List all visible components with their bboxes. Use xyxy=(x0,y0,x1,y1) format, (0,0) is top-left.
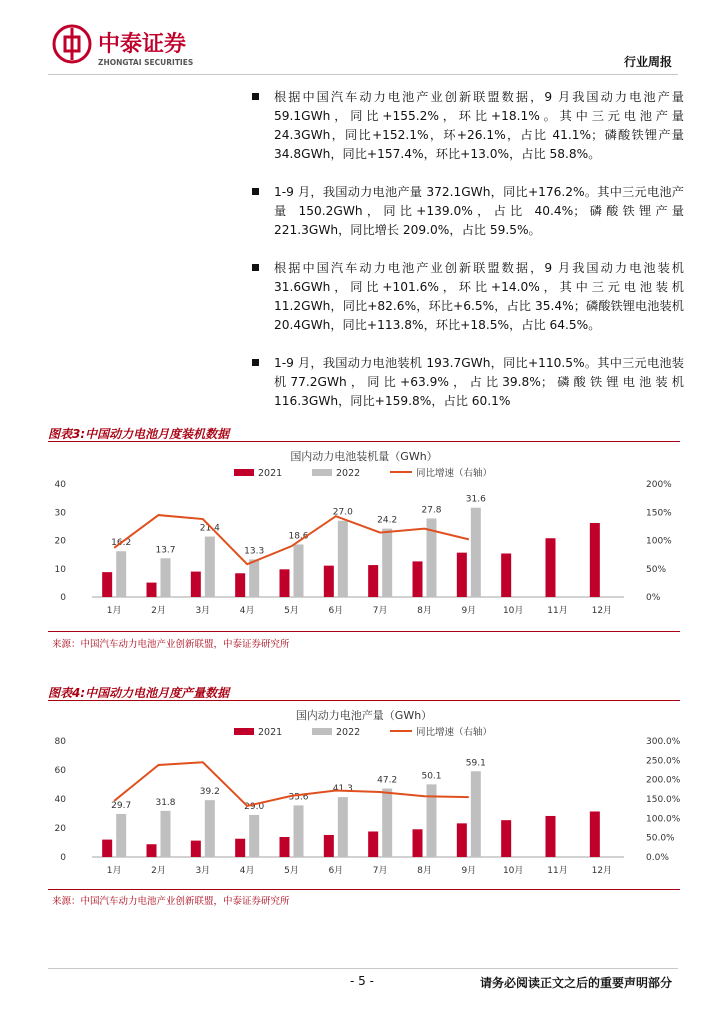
bar-2022 xyxy=(249,815,259,857)
bar-2021 xyxy=(413,829,423,857)
x-tick-label: 1月 xyxy=(106,606,122,616)
footer-divider xyxy=(48,968,678,969)
y-tick-right: 200.0% xyxy=(646,775,680,786)
bar-2021 xyxy=(191,572,201,597)
y-tick-right: 0% xyxy=(646,593,661,603)
x-tick-label: 6月 xyxy=(328,866,344,876)
bullet-item xyxy=(52,354,682,411)
legend-swatch-2021 xyxy=(234,469,254,476)
bullet-square-icon xyxy=(252,264,259,271)
figure-4-title xyxy=(48,682,680,701)
bar-2022 xyxy=(471,771,481,857)
bar-2021 xyxy=(457,823,467,857)
figure-3-bottom-rule xyxy=(48,631,680,632)
data-label: 18.6 xyxy=(288,531,309,542)
x-tick-label: 9月 xyxy=(461,606,477,616)
bar-2021 xyxy=(590,811,600,857)
figure-4-source: 来源：中国汽车动力电池产业创新联盟，中泰证券研究所 xyxy=(52,896,290,907)
bar-2021 xyxy=(546,816,556,857)
figure-3-source: 来源：中国汽车动力电池产业创新联盟，中泰证券研究所 xyxy=(52,639,290,650)
y-tick-right: 250.0% xyxy=(646,756,680,767)
bar-2022 xyxy=(116,814,126,857)
bar-2022 xyxy=(205,537,215,597)
page-header xyxy=(0,0,724,78)
legend-swatch-2022 xyxy=(312,728,332,735)
figure-4-label: 图表4:中国动力电池月度产量数据 xyxy=(48,686,230,700)
bar-2021 xyxy=(457,553,467,597)
data-label: 31.6 xyxy=(465,494,486,505)
chart-installations-svg xyxy=(48,444,680,630)
bar-2021 xyxy=(324,566,334,597)
data-label: 21.4 xyxy=(199,523,220,534)
legend-label-2022: 2022 xyxy=(336,468,361,479)
y-tick-right: 150.0% xyxy=(646,795,680,805)
bar-2021 xyxy=(590,523,600,597)
bar-2022 xyxy=(249,559,259,597)
figure-4-bottom-rule xyxy=(48,889,680,890)
x-tick-label: 2月 xyxy=(151,866,166,876)
x-tick-label: 4月 xyxy=(239,866,255,876)
x-tick-label: 9月 xyxy=(461,866,477,876)
chart-production xyxy=(48,703,680,887)
bar-2021 xyxy=(413,561,423,597)
y-tick-left: 0 xyxy=(60,593,66,603)
y-tick-left: 0 xyxy=(60,853,66,863)
chart-title: 国内动力电池产量（GWh） xyxy=(295,709,433,722)
x-tick-label: 8月 xyxy=(417,866,432,876)
bar-2022 xyxy=(294,805,304,857)
legend-label-yoy: 同比增速（右轴） xyxy=(416,727,493,738)
data-label: 50.1 xyxy=(421,771,442,782)
footer-disclaimer: 请务必阅读正文之后的重要声明部分 xyxy=(479,976,672,990)
data-label: 29.7 xyxy=(111,800,132,811)
data-label: 13.3 xyxy=(244,546,265,557)
x-tick-label: 11月 xyxy=(547,606,568,616)
y-tick-left: 60 xyxy=(54,766,66,776)
y-tick-right: 100.0% xyxy=(646,814,680,825)
bar-2021 xyxy=(147,583,157,597)
bullet-square-icon xyxy=(252,359,259,366)
bar-2021 xyxy=(102,840,112,857)
zhongtai-logo xyxy=(52,24,252,70)
data-label: 39.2 xyxy=(199,787,220,798)
data-label: 27.0 xyxy=(332,507,353,518)
brand-cn: 中泰证券 xyxy=(98,32,187,57)
bullet-square-icon xyxy=(252,188,259,195)
bar-2022 xyxy=(205,800,215,857)
data-label: 59.1 xyxy=(465,758,486,769)
y-tick-right: 50% xyxy=(646,564,667,575)
y-tick-right: 100% xyxy=(646,536,672,547)
y-tick-right: 0.0% xyxy=(646,853,669,863)
x-tick-label: 5月 xyxy=(284,866,299,876)
bullet-item xyxy=(52,183,682,240)
bar-2022 xyxy=(116,551,126,597)
bar-2021 xyxy=(235,573,245,597)
header-divider xyxy=(48,74,678,75)
bar-2022 xyxy=(427,784,437,857)
x-tick-label: 3月 xyxy=(195,606,211,616)
figure-3-label: 图表3:中国动力电池月度装机数据 xyxy=(48,427,230,441)
x-tick-label: 12月 xyxy=(591,866,613,876)
bar-2021 xyxy=(280,837,290,857)
y-tick-right: 300.0% xyxy=(646,737,680,747)
bar-2021 xyxy=(546,538,556,597)
x-tick-label: 2月 xyxy=(151,606,166,616)
y-tick-right: 150% xyxy=(646,508,672,519)
bar-2022 xyxy=(471,508,481,597)
x-tick-label: 5月 xyxy=(284,606,299,616)
y-tick-right: 50.0% xyxy=(646,833,675,844)
bar-2021 xyxy=(368,565,378,597)
data-label: 35.6 xyxy=(288,792,309,803)
legend-swatch-2021 xyxy=(234,728,254,735)
y-tick-left: 20 xyxy=(54,536,66,547)
brand-en: ZHONGTAI SECURITIES xyxy=(98,58,194,67)
bar-2021 xyxy=(324,835,334,857)
data-label: 31.8 xyxy=(155,797,176,808)
chart-installations xyxy=(48,444,680,630)
bar-2021 xyxy=(280,569,290,597)
y-tick-left: 40 xyxy=(54,795,66,805)
x-tick-label: 10月 xyxy=(502,606,524,616)
y-tick-left: 10 xyxy=(54,564,66,575)
bar-2021 xyxy=(102,572,112,597)
bullet-text: 根据中国汽车动力电池产业创新联盟数据，9 月我国动力电池装机 31.6GWh，同比+101.6%，环比+14.0%，其中三元电池装机 11.2GWh，同比+82.6%，环比+6.5%，占比 35.4%；磷酸铁锂电池装机 20.4GWh，同比+113.8%，环比+18.5%，占比 64.5%。 xyxy=(274,261,684,332)
bar-2022 xyxy=(161,558,171,597)
x-tick-label: 7月 xyxy=(372,606,388,616)
data-label: 24.2 xyxy=(377,515,398,526)
report-type: 行业周报 xyxy=(623,55,672,69)
page-number: - 5 - xyxy=(350,974,374,988)
chart-production-svg xyxy=(48,703,680,887)
bar-2022 xyxy=(161,811,171,857)
data-label: 41.3 xyxy=(332,784,353,795)
bar-2022 xyxy=(382,789,392,857)
bullet-list xyxy=(52,88,682,430)
legend-label-yoy: 同比增速（右轴） xyxy=(416,468,493,479)
bullet-item xyxy=(52,88,682,164)
data-label: 13.7 xyxy=(155,545,176,556)
bar-2022 xyxy=(294,544,304,597)
x-tick-label: 6月 xyxy=(328,606,344,616)
legend-label-2021: 2021 xyxy=(258,468,283,479)
y-tick-left: 40 xyxy=(54,480,66,490)
bar-2022 xyxy=(338,797,348,857)
bar-2021 xyxy=(501,553,511,597)
y-tick-left: 80 xyxy=(54,737,66,747)
x-tick-label: 12月 xyxy=(591,606,613,616)
bar-2022 xyxy=(382,529,392,597)
legend-label-2021: 2021 xyxy=(258,727,283,738)
data-label: 47.2 xyxy=(377,775,398,786)
x-tick-label: 10月 xyxy=(502,866,524,876)
bullet-text: 根据中国汽车动力电池产业创新联盟数据，9 月我国动力电池产量 59.1GWh，同比+155.2%，环比+18.1%。其中三元电池产量 24.3GWh，同比+152.1%，环+26.1%，占比 41.1%；磷酸铁锂产量 34.8GWh，同比+157.4%，环比+13.0%，占比 58.8%。 xyxy=(274,90,684,161)
bar-2021 xyxy=(235,839,245,857)
figure-3-title xyxy=(48,423,680,442)
data-label: 16.2 xyxy=(111,538,132,549)
x-tick-label: 8月 xyxy=(417,606,432,616)
bullet-text: 1-9 月，我国动力电池产量 372.1GWh，同比+176.2%。其中三元电池产量 150.2GWh，同比+139.0%，占比 40.4%；磷酸铁锂产量 221.3GWh，同比增长 209.0%，占比 59.5%。 xyxy=(274,185,684,237)
data-label: 27.8 xyxy=(421,505,442,516)
y-tick-left: 30 xyxy=(54,508,66,519)
bullet-square-icon xyxy=(252,93,259,100)
bar-2022 xyxy=(338,521,348,597)
x-tick-label: 3月 xyxy=(195,866,211,876)
bar-2021 xyxy=(147,844,157,857)
legend-label-2022: 2022 xyxy=(336,727,361,738)
bar-2021 xyxy=(501,820,511,857)
data-label: 29.0 xyxy=(244,801,265,812)
y-tick-left: 20 xyxy=(54,824,66,834)
x-tick-label: 1月 xyxy=(106,866,122,876)
y-tick-right: 200% xyxy=(646,480,672,490)
bar-2021 xyxy=(191,841,201,857)
bullet-item xyxy=(52,259,682,335)
x-tick-label: 11月 xyxy=(547,866,568,876)
bar-2021 xyxy=(368,831,378,857)
legend-swatch-2022 xyxy=(312,469,332,476)
chart-title: 国内动力电池装机量（GWh） xyxy=(290,450,438,463)
x-tick-label: 4月 xyxy=(239,606,255,616)
x-tick-label: 7月 xyxy=(372,866,388,876)
bullet-text: 1-9 月，我国动力电池装机 193.7GWh，同比+110.5%。其中三元电池装机77.2GWh，同比+63.9%，占比39.8%；磷酸铁锂电池装机116.3GWh，同比+159.8%，占比 60.1% xyxy=(274,356,684,408)
